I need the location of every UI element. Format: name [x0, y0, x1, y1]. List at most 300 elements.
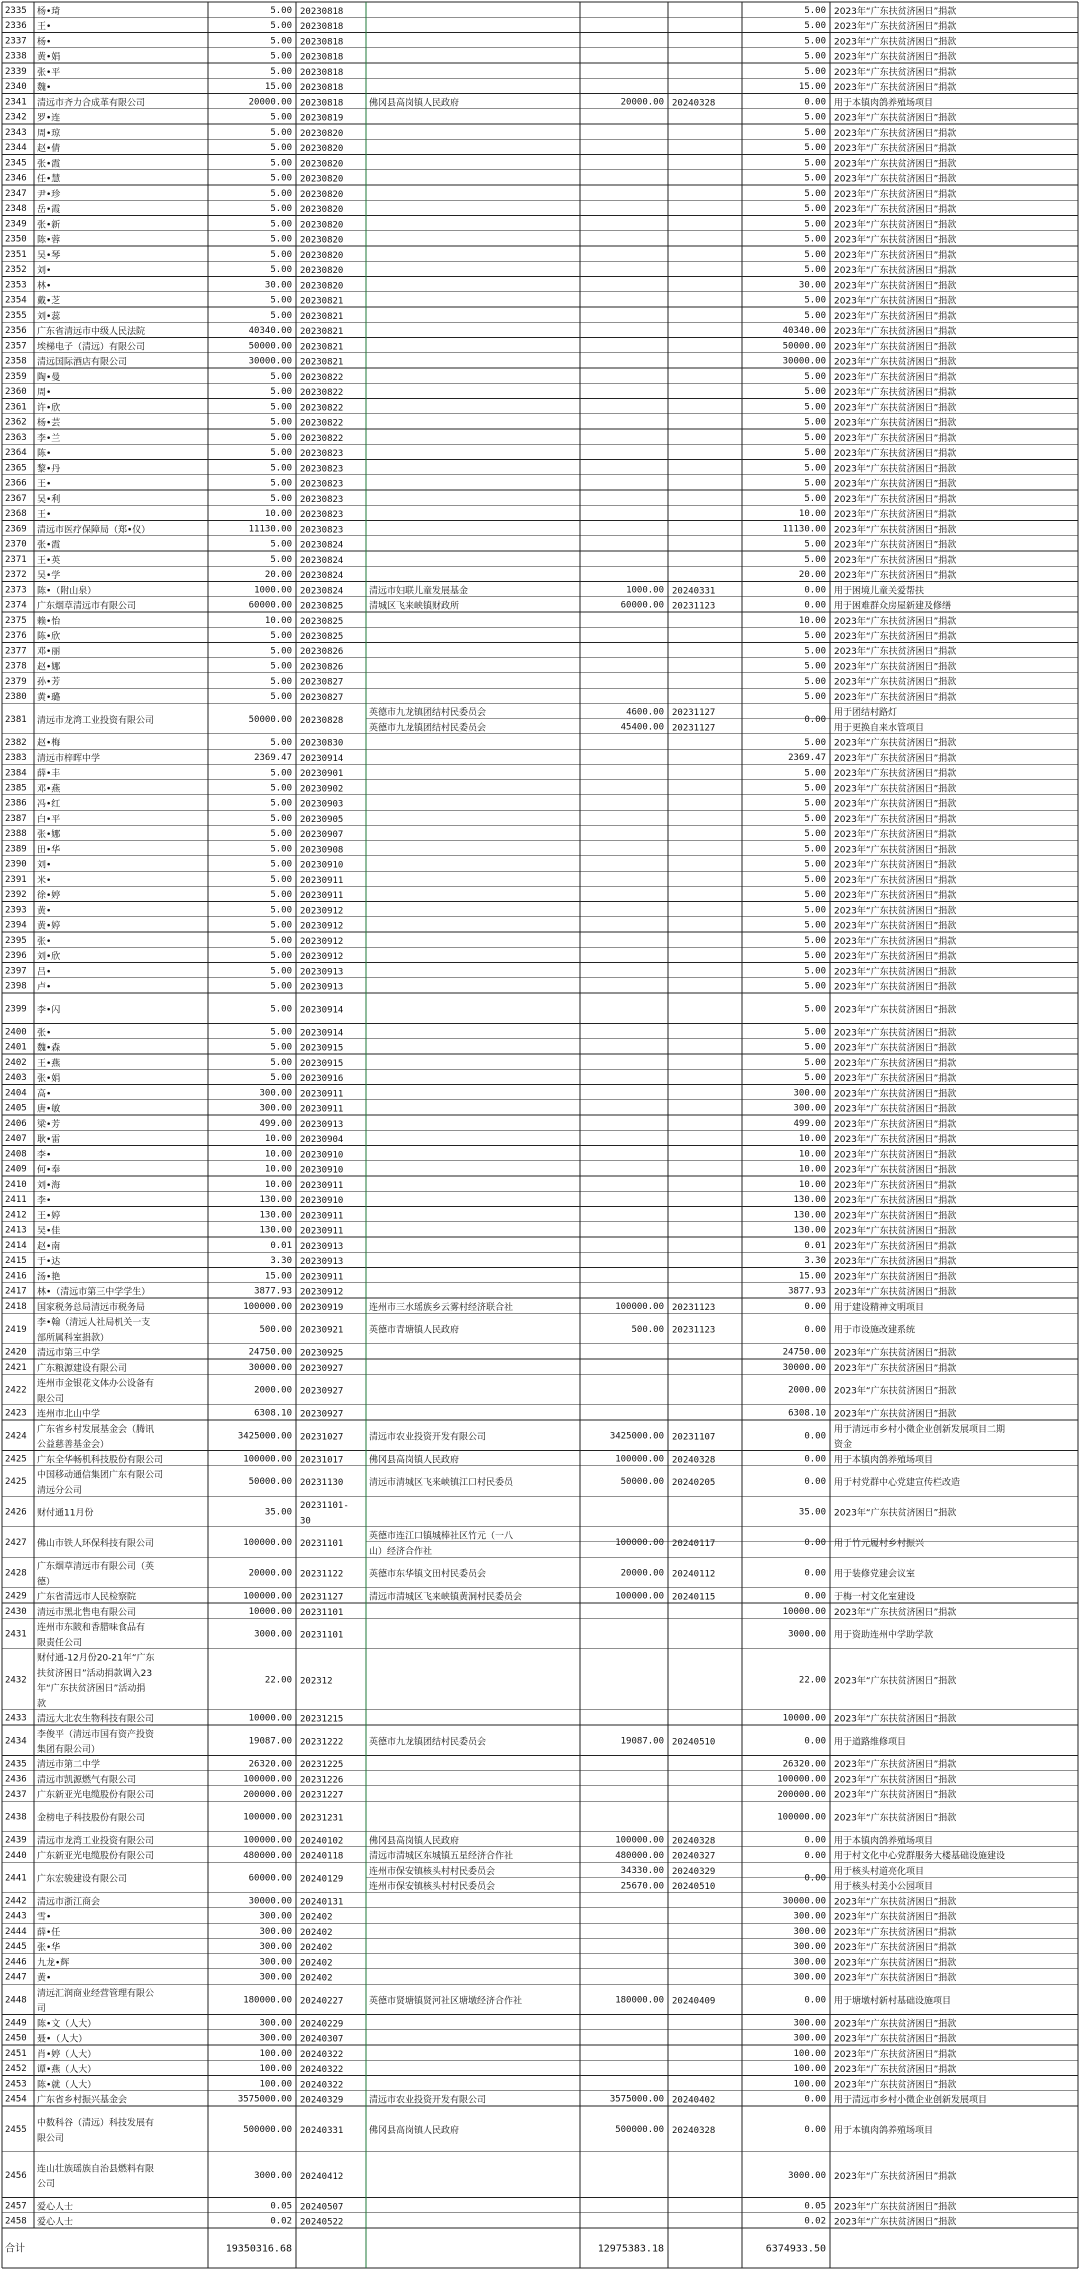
donation-date: 20230820: [300, 235, 344, 246]
row-number: 2370: [5, 539, 27, 550]
donor-name: 陈•（附山泉）: [37, 586, 97, 597]
purpose-text: 2023年“广东扶贫济困日”捐款: [834, 1104, 957, 1115]
purpose-text: 2023年“广东扶贫济困日”捐款: [834, 754, 957, 764]
row-number: 2341: [5, 97, 27, 108]
row-number: 2453: [5, 2079, 27, 2090]
row-number: 2356: [5, 326, 27, 337]
table-row: [5, 203, 956, 215]
donation-amount: 40340.00: [248, 326, 292, 337]
table-row: [5, 1789, 956, 1801]
donation-amount: 5.00: [270, 905, 292, 916]
purpose-text: 2023年“广东扶贫济困日”捐款: [834, 921, 957, 932]
recipient-name: 英德市连江口镇城棒社区竹元（一八: [369, 1531, 514, 1542]
row-number: 2375: [5, 615, 27, 626]
donation-amount: 480000.00: [243, 1850, 292, 1861]
recipient-name: 佛冈县高岗镇人民政府: [369, 1455, 460, 1466]
table-row: [5, 935, 956, 947]
recipient-name: 英德市青塘镇人民政府: [369, 1325, 460, 1336]
donor-name: 李•兰: [37, 433, 61, 444]
purpose-text: 2023年“广东扶贫济困日”捐款: [834, 769, 957, 780]
balance-amount: 100.00: [793, 2049, 826, 2059]
donation-amount: 5.00: [270, 676, 292, 687]
donation-amount: 5.00: [270, 981, 292, 992]
donation-date: 20231231: [300, 1813, 344, 1824]
row-number: 2367: [5, 493, 27, 504]
balance-amount: 5.00: [804, 859, 826, 870]
donation-amount: 20000.00: [248, 1568, 292, 1579]
balance-amount: 300.00: [793, 2018, 826, 2029]
balance-amount: 300.00: [793, 1088, 826, 1099]
purpose-text: 2023年“广东扶贫济困日”捐款: [834, 1211, 957, 1222]
balance-amount: 100000.00: [777, 1774, 826, 1785]
row-number: 2361: [5, 402, 27, 413]
donation-date: 20231226: [300, 1775, 344, 1786]
donation-date: 20230818: [300, 83, 344, 94]
donation-date: 20230828: [300, 715, 344, 726]
row-number: 2338: [5, 51, 27, 62]
donation-date: 20230830: [300, 738, 344, 749]
donor-name: 林•（清远市第三中学学生）: [37, 1287, 151, 1298]
donation-date: 20240227: [300, 1996, 344, 2007]
donation-date: 20230911: [300, 891, 344, 902]
donation-date: 20230818: [300, 6, 344, 17]
balance-amount: 5.00: [804, 5, 826, 16]
donation-date: 20230912: [300, 952, 344, 963]
donation-date: 20230818: [300, 22, 344, 33]
donor-name: 公司: [37, 2179, 56, 2190]
balance-amount: 130.00: [793, 1210, 826, 1221]
donor-name: 张•: [37, 936, 52, 947]
table-row: [5, 81, 956, 93]
row-number: 2427: [5, 1538, 27, 1549]
row-number: 2442: [5, 1896, 27, 1907]
donation-amount: 5.00: [270, 265, 292, 276]
table-row: [5, 279, 956, 291]
purpose-text: 2023年“广东扶贫济困日”捐款: [834, 1912, 957, 1923]
donor-name: 王•燕: [37, 1058, 61, 1069]
donation-amount: 5.00: [270, 646, 292, 657]
donation-date: 20230907: [300, 830, 344, 841]
total-row: [5, 2241, 826, 2254]
balance-amount: 5.00: [804, 21, 826, 32]
purpose-text: 2023年“广东扶贫济困日”捐款: [834, 1348, 957, 1359]
row-number: 2423: [5, 1408, 27, 1419]
table-row: [5, 1621, 933, 1648]
row-number: 2413: [5, 1225, 27, 1236]
donor-name: 中国移动通信集团广东有限公司: [37, 1470, 164, 1481]
table-row: [5, 1209, 956, 1221]
donor-name: 杨•琦: [37, 6, 61, 17]
table-row: [5, 1179, 956, 1191]
row-number: 2387: [5, 814, 27, 824]
purpose-text: 用于本镇肉鸽养殖场项目: [834, 98, 934, 109]
balance-amount: 30000.00: [782, 1362, 826, 1373]
donation-date: 20231227: [300, 1790, 344, 1801]
donation-amount: 10000.00: [248, 1713, 292, 1724]
donation-date: 20230823: [300, 510, 344, 520]
table-row: [5, 1316, 915, 1343]
donation-amount: 10.00: [264, 615, 292, 626]
purpose-text: 用于本镇肉鸽养殖场项目: [834, 1455, 934, 1466]
balance-amount: 499.00: [793, 1118, 826, 1129]
purpose-text: 2023年“广东扶贫济困日”捐款: [834, 113, 957, 124]
row-number: 2358: [5, 356, 27, 367]
row-number: 2339: [5, 66, 27, 77]
balance-amount: 5.00: [804, 219, 826, 230]
row-number: 2392: [5, 890, 27, 901]
donation-date: 20230825: [300, 601, 344, 612]
row-number: 2439: [5, 1835, 27, 1846]
donation-date: 20230820: [300, 250, 344, 261]
row-number: 2428: [5, 1568, 27, 1579]
donation-date: 20230904: [300, 1135, 344, 1146]
row-number: 2348: [5, 204, 27, 215]
table-row: [5, 630, 956, 642]
donor-name: 岳•霞: [37, 205, 61, 216]
table-row: [5, 1347, 956, 1359]
recipient-name: 清远市清城区飞来峡镇黄洞村民委员会: [369, 1592, 523, 1603]
donation-amount: 5.00: [270, 448, 292, 459]
donation-date: 20230913: [300, 1241, 344, 1252]
purpose-text: 2023年“广东扶贫济困日”捐款: [834, 1508, 957, 1519]
allocated-amount: 50000.00: [620, 1477, 664, 1488]
donation-date: 20230820: [300, 128, 344, 139]
purpose-text: 2023年“广东扶贫济困日”捐款: [834, 418, 957, 429]
row-number: 2405: [5, 1103, 27, 1114]
allocated-amount: 20000.00: [620, 97, 664, 108]
donation-amount: 0.05: [270, 2201, 292, 2212]
purpose-text: 用于困境儿童关爱帮扶: [834, 586, 925, 597]
donation-date: 20230818: [300, 67, 344, 78]
balance-amount: 10.00: [798, 1134, 826, 1145]
row-number: 2414: [5, 1240, 27, 1251]
donation-date: 20230921: [300, 1325, 344, 1336]
balance-amount: 0.00: [804, 2125, 826, 2136]
donation-date: 20240507: [300, 2202, 344, 2213]
table-row: [5, 1026, 956, 1038]
donation-amount: 5.00: [270, 478, 292, 489]
donation-amount: 30.00: [264, 280, 292, 291]
recipient-name: 英德市九龙镇团结村民委员会: [369, 708, 487, 719]
table-row: [5, 2033, 956, 2045]
donation-date: 20230818: [300, 98, 344, 109]
row-number: 2433: [5, 1713, 27, 1724]
purpose-text: 2023年“广东扶贫济困日”捐款: [834, 952, 957, 963]
table-row: [5, 889, 956, 901]
balance-amount: 0.00: [804, 1995, 826, 2006]
purpose-text: 2023年“广东扶贫济困日”捐款: [834, 281, 957, 292]
donation-amount: 5.00: [270, 51, 292, 62]
purpose-text: 用于清远市乡村小微企业创新发展项目二期: [834, 1424, 1006, 1435]
purpose-text: 2023年“广东扶贫济困日”捐款: [834, 891, 957, 902]
donation-date: 30: [300, 1516, 311, 1527]
balance-amount: 5.00: [804, 814, 826, 824]
recipient-name: 清远市农业投资开发有限公司: [369, 1432, 487, 1443]
donation-amount: 11130.00: [248, 524, 292, 535]
balance-amount: 0.00: [804, 1324, 826, 1335]
purpose-text: 2023年“广东扶贫济困日”捐款: [834, 1074, 957, 1085]
balance-amount: 5.00: [804, 204, 826, 215]
donation-amount: 130.00: [259, 1225, 292, 1236]
row-number: 2362: [5, 417, 27, 428]
table-row: [5, 1606, 956, 1618]
purpose-text: 用于核头村道亮化项目: [834, 1867, 925, 1877]
table-row: [5, 432, 956, 444]
purpose-text: 2023年“广东扶贫济困日”捐款: [834, 1005, 957, 1016]
table-row: [5, 874, 956, 886]
donation-amount: 5.00: [270, 951, 292, 962]
row-number: 2425: [5, 1454, 27, 1465]
purpose-text: 2023年“广东扶贫济困日”捐款: [834, 2034, 957, 2045]
donor-name: 刘•欣: [37, 952, 61, 963]
donor-name: 梁•芳: [37, 1119, 61, 1130]
table-row: [5, 737, 956, 749]
donor-name: 聂•（人大）: [37, 2034, 88, 2045]
donation-date: 20230914: [300, 1028, 344, 1039]
donation-amount: 100000.00: [243, 1812, 292, 1823]
purpose-text: 2023年“广东扶贫济困日”捐款: [834, 693, 957, 703]
recipient-name: 山）经济合作社: [369, 1546, 433, 1557]
table-row: [5, 249, 956, 261]
row-number: 2336: [5, 21, 27, 32]
donor-name: 汤•艳: [37, 1272, 61, 1283]
donor-name: 邓•燕: [37, 784, 61, 795]
donation-amount: 5.00: [270, 692, 292, 702]
allocated-amount: 3575000.00: [609, 2094, 664, 2105]
balance-amount: 5.00: [804, 36, 826, 47]
purpose-text: 2023年“广东扶贫济困日”捐款: [834, 266, 957, 277]
donation-date: 20230912: [300, 1287, 344, 1298]
balance-amount: 2000.00: [788, 1385, 826, 1396]
donation-date: 20230824: [300, 586, 344, 597]
donor-name: 清远分公司: [37, 1485, 83, 1496]
row-number: 2347: [5, 188, 27, 199]
donor-name: 限责任公司: [37, 1638, 83, 1649]
row-number: 2363: [5, 432, 27, 443]
row-number: 2450: [5, 2033, 27, 2044]
balance-amount: 5.00: [804, 371, 826, 382]
donor-name: 张•娟: [37, 1074, 61, 1085]
donor-name: 爱心人士: [37, 2202, 74, 2213]
balance-amount: 5.00: [804, 875, 826, 885]
balance-amount: 15.00: [798, 1271, 826, 1282]
donation-amount: 5.00: [270, 936, 292, 946]
row-number: 2397: [5, 966, 27, 977]
donor-name: 年“广东扶贫济困日”活动捐: [37, 1684, 146, 1694]
balance-amount: 5.00: [804, 829, 826, 840]
allocated-amount: 45400.00: [620, 722, 664, 733]
recipient-name: 连州市保安镇核头村村民委员会: [369, 1882, 496, 1893]
balance-amount: 5.00: [804, 920, 826, 931]
donation-date: 20230818: [300, 52, 344, 63]
donation-date: 20230919: [300, 1302, 344, 1313]
donation-date: 20230820: [300, 205, 344, 216]
balance-amount: 0.00: [804, 585, 826, 596]
donation-date: 20230827: [300, 677, 344, 688]
donation-date: 20230908: [300, 845, 344, 856]
donor-name: 清远市龙湾工业投资有限公司: [37, 1836, 155, 1847]
purpose-text: 2023年“广东扶贫济困日”捐款: [834, 1775, 957, 1786]
table-row: [5, 2117, 933, 2144]
purpose-text: 2023年“广东扶贫济困日”捐款: [834, 1226, 957, 1237]
table-row: [5, 2078, 956, 2090]
row-number: 2429: [5, 1591, 27, 1602]
donation-amount: 5.00: [270, 249, 292, 260]
donation-amount: 300.00: [259, 1972, 292, 1983]
balance-amount: 5.00: [804, 295, 826, 306]
balance-amount: 300.00: [793, 1103, 826, 1114]
donation-date: 20240331: [300, 2126, 344, 2137]
purpose-text: 2023年“广东扶贫济困日”捐款: [834, 1760, 957, 1771]
table-row: [5, 859, 956, 871]
balance-amount: 10.00: [798, 1164, 826, 1175]
balance-amount: 3.30: [804, 1256, 826, 1267]
table-row: [5, 1713, 956, 1725]
donor-name: 清远汇润商业经营管理有限公: [37, 1988, 155, 1999]
donation-amount: 26320.00: [248, 1759, 292, 1770]
donor-name: 谭•燕（人大）: [37, 2065, 97, 2076]
table-row: [5, 96, 933, 108]
table-row: [5, 2094, 987, 2106]
balance-amount: 300.00: [793, 2033, 826, 2044]
donation-amount: 5.00: [270, 188, 292, 199]
donation-amount: 5.00: [270, 1042, 292, 1053]
recipient-name: 英德市九龙镇团结村民委员会: [369, 1737, 487, 1748]
donor-name: 金榜电子科技股份有限公司: [37, 1813, 146, 1824]
row-number: 2436: [5, 1774, 27, 1785]
row-number: 2378: [5, 661, 27, 672]
allocated-amount: 4600.00: [626, 707, 664, 718]
table-row: [5, 584, 924, 596]
donor-name: 赖•怡: [37, 616, 61, 627]
donation-date: 20230910: [300, 1196, 344, 1207]
donor-name: 清远市第二中学: [37, 1760, 101, 1771]
donor-name: 徐•婷: [37, 891, 61, 902]
table-row: [5, 1972, 956, 1984]
balance-amount: 0.00: [804, 1850, 826, 1861]
purpose-text: 2023年“广东扶贫济困日”捐款: [834, 1287, 957, 1298]
table-row: [5, 173, 956, 185]
table-row: [5, 127, 956, 139]
allocated-amount: 25670.00: [620, 1881, 664, 1892]
table-row: [5, 234, 956, 246]
balance-amount: 5.00: [804, 112, 826, 123]
donation-date: 20230910: [300, 1150, 344, 1161]
total-amount: 19350316.68: [225, 2243, 292, 2255]
purpose-text: 2023年“广东扶贫济困日”捐款: [834, 311, 957, 322]
balance-amount: 10000.00: [782, 1606, 826, 1617]
balance-amount: 5.00: [804, 143, 826, 154]
donation-date: 20230913: [300, 1257, 344, 1268]
row-number: 2345: [5, 158, 27, 169]
donation-amount: 499.00: [259, 1118, 292, 1129]
purpose-text: 用于核头村美小公园项目: [834, 1882, 934, 1893]
balance-amount: 10.00: [798, 1179, 826, 1190]
donation-amount: 50000.00: [248, 341, 292, 352]
donation-amount: 5.00: [270, 798, 292, 809]
donor-name: 米•: [37, 875, 52, 886]
donation-amount: 300.00: [259, 1942, 292, 1953]
donor-name: 罗•连: [37, 113, 61, 124]
donor-name: 周•琼: [37, 128, 61, 139]
balance-amount: 0.00: [804, 1454, 826, 1465]
donor-name: 连州市东陂和香腊味食品有: [37, 1623, 146, 1633]
table-row: [5, 1652, 956, 1710]
donor-name: 广东省清远市中级人民法院: [37, 327, 146, 338]
table-row: [5, 1758, 956, 1770]
donation-date: 20230820: [300, 174, 344, 185]
donor-name: 黎•丹: [37, 464, 61, 475]
donor-name: 李•闪: [37, 1005, 61, 1016]
balance-amount: 300.00: [793, 1911, 826, 1922]
row-number: 2346: [5, 173, 27, 184]
purpose-text: 2023年“广东扶贫济困日”捐款: [834, 1089, 957, 1100]
donation-amount: 500.00: [259, 1324, 292, 1335]
purpose-text: 用于村文化中心党群服务大楼基础设施建设: [834, 1851, 1006, 1862]
donation-amount: 3000.00: [254, 2170, 292, 2181]
purpose-text: 2023年“广东扶贫济困日”捐款: [834, 982, 957, 993]
total-label: 合计: [5, 2243, 25, 2255]
balance-amount: 5.00: [804, 1073, 826, 1084]
donation-amount: 5.00: [270, 554, 292, 565]
donor-name: 吴•佳: [37, 1226, 61, 1237]
donation-amount: 5.00: [270, 1004, 292, 1015]
donor-name: 黄•: [37, 1973, 52, 1984]
purpose-text: 2023年“广东扶贫济困日”捐款: [834, 662, 957, 673]
donation-date: 20231127: [300, 1592, 344, 1603]
balance-amount: 5.00: [804, 966, 826, 977]
purpose-text: 2023年“广东扶贫济困日”捐款: [834, 1790, 957, 1801]
purpose-text: 2023年“广东扶贫济困日”捐款: [834, 357, 957, 368]
purpose-text: 2023年“广东扶贫济困日”捐款: [834, 388, 957, 399]
purpose-text: 2023年“广东扶贫济困日”捐款: [834, 510, 957, 520]
balance-amount: 5.00: [804, 66, 826, 77]
donor-name: 黄•娟: [37, 52, 61, 63]
table-row: [5, 2162, 956, 2189]
balance-amount: 0.00: [804, 1477, 826, 1488]
donation-amount: 5.00: [270, 463, 292, 474]
row-number: 2394: [5, 920, 27, 931]
row-number: 2393: [5, 905, 27, 916]
donor-name: 九龙•辉: [37, 1958, 70, 1969]
table-row: [5, 493, 956, 505]
table-row: [5, 2048, 956, 2060]
donor-name: 肖•婷（人大）: [37, 2049, 97, 2060]
purpose-text: 用于装修党建会议室: [834, 1569, 916, 1580]
purpose-text: 用于塘墩村新村基础设施项目: [834, 1996, 952, 2007]
donation-date: 20230820: [300, 189, 344, 200]
donation-date: 20230823: [300, 494, 344, 505]
donation-date: 20230822: [300, 388, 344, 399]
allocation-date: 20231127: [672, 708, 716, 719]
donation-amount: 15.00: [264, 1271, 292, 1282]
purpose-text: 用于团结村路灯: [834, 708, 898, 719]
purpose-text: 2023年“广东扶贫济困日”捐款: [834, 494, 957, 505]
allocated-amount: 100000.00: [615, 1591, 664, 1602]
row-number: 2401: [5, 1042, 27, 1053]
donation-date: 20240131: [300, 1897, 344, 1908]
donation-date: 20240322: [300, 2065, 344, 2076]
balance-amount: 5.00: [804, 646, 826, 657]
purpose-text: 2023年“广东扶贫济困日”捐款: [834, 189, 957, 200]
allocation-date: 20240328: [672, 1836, 716, 1847]
allocation-date: 20240510: [672, 1882, 716, 1893]
balance-amount: 0.00: [804, 1538, 826, 1549]
purpose-text: 2023年“广东扶贫济困日”捐款: [834, 936, 957, 947]
table-row: [5, 2063, 956, 2075]
purpose-text: 2023年“广东扶贫济困日”捐款: [834, 1058, 957, 1069]
balance-amount: 10000.00: [782, 1713, 826, 1724]
